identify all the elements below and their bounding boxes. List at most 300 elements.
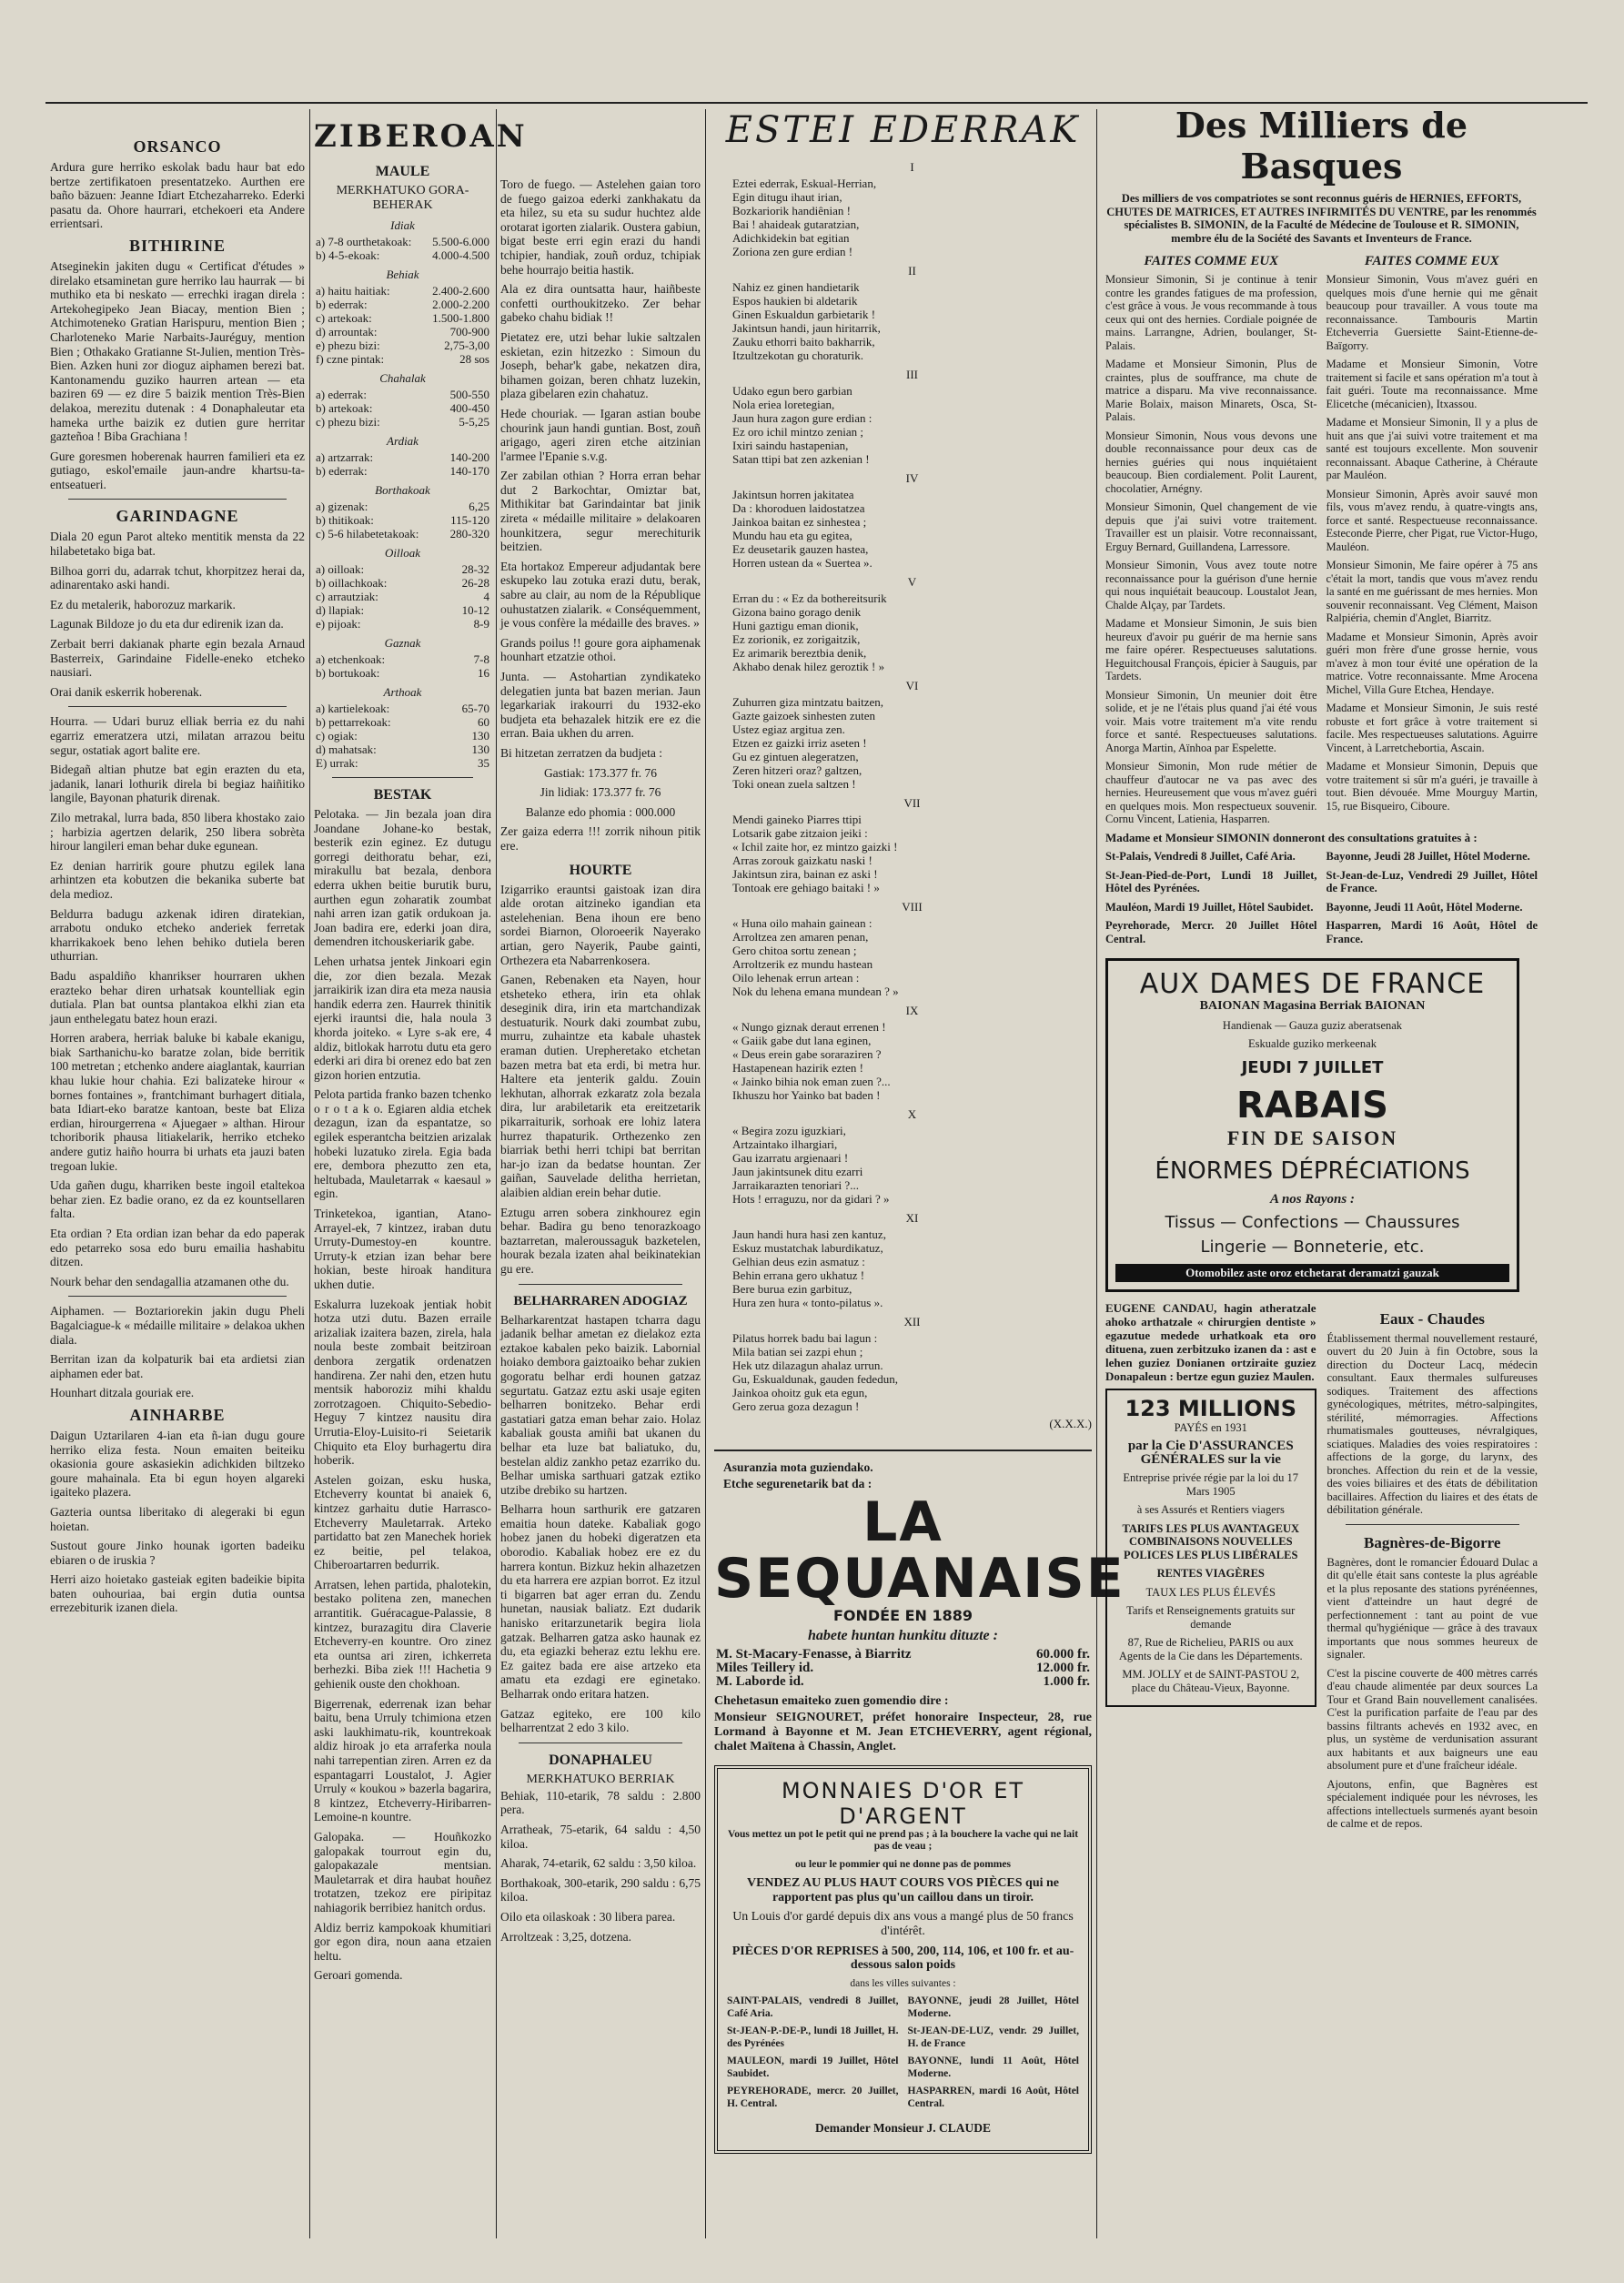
- poem-line: Gelhian deus ezin asmatuz :: [732, 1255, 865, 1268]
- category-label: Behiak: [386, 268, 419, 281]
- stanza: [732, 1124, 1092, 1206]
- poem-line: Jaun hura zagon gure erdian :: [732, 411, 873, 425]
- stanza: [732, 488, 1092, 570]
- price-value: 60: [478, 715, 489, 729]
- ad-line: BAIONAN Magasina Berriak BAIONAN: [1199, 999, 1426, 1013]
- section-title: ORSANCO: [133, 137, 222, 156]
- ad-line: Tissus — Confections — Chaussures: [1165, 1212, 1460, 1232]
- testimonials-right: [1326, 250, 1538, 832]
- article-text: Gazteria ountsa liberitako di alegeraki bi egun hoietan.: [50, 1504, 305, 1533]
- price-table: [314, 450, 491, 478]
- ad-line: Demander Monsieur J. CLAUDE: [814, 2121, 991, 2136]
- price-value: 35: [478, 756, 489, 770]
- poem-line: Mendi gaineko Piarres ttipi: [732, 813, 862, 826]
- article-text: Berritan izan da kolpaturik bai eta ardietsi zian aiphamen eder bat.: [50, 1352, 305, 1380]
- column-rule: [705, 109, 706, 2238]
- category-label: Borthakoak: [375, 483, 430, 497]
- poem-line: Da : khoroduen laidostatzea: [732, 501, 865, 515]
- list-item: Monsieur Simonin, Si je continue à tenir contre les grandes fatigues de ma profession, c'est grâce à vous. Je vous recommande à tous ceux qui ont des hernies. Cordiale poignée de mains. Larrangne, Adrien, boulanger, St-Palais.: [1105, 273, 1317, 352]
- price-row: [314, 401, 491, 415]
- price-table: [314, 702, 491, 770]
- article-text: Belharkarentzat hastapen tcharra dagu jadanik belhar ametan ez dielakoz ezta eztakoe kabalen peko baizik. Labornial hoiako dembora gaiztoaiko behar zukien gogoratu belhar erdi hounen gatzaz segurtatu. Gatzaz eztu aski usaje egiten belharren bonitzeko. Behar erdi gastatiari gatza eman behar zaio. Holaz kabaliak gousta amiñi bat ukanen du belhar eta luze bat baliatuko, du, bestelan aldiz zankho petaz ezarriko du. Belhar umiska sarthuari gatzak eztiko utzibe drebiko su hartzen.: [500, 1312, 701, 1497]
- article-text: Eta ordian ? Eta ordian izan behar da edo paperak edo petarreko sosa edo buru emailia hashabitu ditzen.: [50, 1227, 305, 1269]
- poem-line: Erran du : « Ez da bothereitsurik: [732, 591, 887, 605]
- price-value: 10-12: [461, 603, 489, 617]
- price-value: 4.000-4.500: [432, 248, 489, 262]
- stanza: [732, 813, 1092, 894]
- column-1: [50, 132, 305, 1621]
- article-text: Ardura gure herriko eskolak badu haur bat edo bertze zertifikatoen presentatzeko. Aurthen ere baño bäzuen: Jeanne Idiart Etchezaharreko. Ederki pasatu da. Ohore haurrari, etchekoeri eta Andere errientsari.: [50, 160, 305, 231]
- article-text: Hounhart ditzala gouriak ere.: [50, 1386, 195, 1400]
- price-row: [314, 617, 491, 631]
- poem-line: Arroltzea zen amaren penan,: [732, 930, 869, 944]
- monnaies-ad: [714, 1765, 1092, 2154]
- price-value: 140-170: [449, 464, 489, 478]
- price-label: a) haitu haitiak:: [316, 284, 390, 298]
- price-label: b) bortukoak:: [316, 666, 380, 680]
- poem-line: Huni gaztigu eman dionik,: [732, 619, 859, 632]
- article-text: Bidegañ altian phutze bat egin erazten du eta, jadanik, lanari lothurik direla bi begiaz haiñitiko langile, Bayonan phaturik direnak.: [50, 763, 305, 805]
- ad-line: Lingerie — Bonneterie, etc.: [1200, 1237, 1425, 1257]
- article-text: Sustout goure Jinko hounak igorten badeiku ebiaren o de iruskia ?: [50, 1539, 305, 1567]
- article-text: Diala 20 egun Parot alteko mentitik mensta da 22 hilabetetako biga bat.: [50, 530, 305, 559]
- poem-line: Gazte gaizoek sinhesten zuten: [732, 709, 876, 722]
- ad-line: Etche segurenetarik bat da :: [723, 1476, 873, 1490]
- column-2: [314, 118, 528, 1988]
- price-value: 700-900: [449, 325, 489, 338]
- poem-line: Lotsarik gabe zitzaion jeiki :: [732, 826, 868, 840]
- budget-line: Gastiak: 173.377 fr. 76: [543, 765, 658, 780]
- article-text: Hourra. — Udari buruz elliak berria ez du nahi egarriz emeratzera utzi, milatan arrazou beitu segur, ostatiak agort balite ere.: [50, 714, 305, 757]
- poem-line: Ez arimarik bereztbia denik,: [732, 646, 867, 660]
- list-item: St-Jean-de-Luz, Vendredi 29 Juillet, Hôtel de France.: [1326, 868, 1538, 894]
- price-row: [314, 576, 491, 590]
- ad-line: TARIFS LES PLUS AVANTAGEUX COMBINAISONS NOUVELLES POLICES LES PLUS LIBÉRALES: [1122, 1521, 1300, 1561]
- article-text: Bagnères, dont le romancier Édouard Dulac a dit qu'elle était sans conteste la plus agréable et la plus reposante des stations pyrénéennes, vient d'atteindre un haut degré de perfectionnement : tant au point de vue thermal qu'hygiénique — grâce à des travaux importants que nous sommes heureux de signaler.: [1326, 1555, 1538, 1661]
- poem-line: « Gaiik gabe dut lana eginen,: [732, 1034, 872, 1047]
- column-5: [1105, 105, 1538, 1836]
- article-text: Lagunak Bildoze jo du eta dur edirenik izan da.: [50, 617, 284, 631]
- price-value: 2,75-3,00: [444, 338, 489, 352]
- cities-left: [727, 1995, 899, 2116]
- dames-de-france-ad: [1105, 958, 1519, 1292]
- consult-right: [1326, 850, 1538, 951]
- article-text: Zilo metrakal, lurra bada, 850 libera khostako zaio ; harbizia agertzen delarik, 250 libera sobrèta hirour langileri eman behar duke egunean.: [50, 810, 305, 854]
- price-row: [314, 756, 491, 770]
- price-value: 2.400-2.600: [432, 284, 489, 298]
- poem-line: Gero chitoa sortu zenean ;: [732, 944, 857, 957]
- column-rule: [309, 109, 310, 2238]
- list-item: HASPARREN, mardi 16 Août, Hôtel Central.: [907, 2086, 1079, 2109]
- bottom-ads: [1105, 1301, 1538, 1836]
- price-label: b) artekoak:: [316, 401, 373, 415]
- article-text: Zer gaiza ederra !!! zorrik nihoun pitik ere.: [500, 824, 701, 853]
- list-item: Peyrehorade, Mercr. 20 Juillet Hôtel Central.: [1105, 919, 1317, 945]
- consult-title: Madame et Monsieur SIMONIN donneront des consultations gratuites à :: [1105, 830, 1478, 844]
- article-text: Borthakoak, 300-etarik, 290 saldu : 6,75 kiloa.: [500, 1875, 701, 1904]
- price-label: a) oilloak:: [316, 562, 365, 576]
- top-rule: [45, 102, 1588, 104]
- stanza-number: X: [907, 1107, 917, 1121]
- poem-line: Jaun jakintsunek ditu ezarri: [732, 1165, 863, 1178]
- list-item: BAYONNE, jeudi 28 Juillet, Hôtel Moderne.: [907, 1995, 1079, 2019]
- price-row: [314, 500, 491, 513]
- poem-line: Ez oro ichil mintzo zenian ;: [732, 425, 864, 439]
- price-label: c) artekoak:: [316, 311, 372, 325]
- list-item: Monsieur Simonin, Me faire opérer à 75 ans c'était la mort, tandis que vous m'avez rendu la santé en me guérissant de mes hernies. Mon souvenir reconnaissant. Veg Clément, Maison Ralpiéria, chemin d'Anglet, Biarritz.: [1326, 559, 1538, 624]
- price-table: [314, 284, 491, 366]
- poem-line: Udako egun bero garbian: [732, 384, 852, 398]
- price-row: [314, 352, 491, 366]
- price-row: [314, 603, 491, 617]
- article-text: Zerbait berri dakianak pharte egin bezala Arnaud Basterreix, Garindaine Fidelle-eneko etcheko nausiari.: [50, 637, 305, 680]
- section-title: Eaux - Chaudes: [1379, 1309, 1485, 1328]
- article-text: Ala ez dira ountsatta haur, haiñbeste confetti ourthoukitzeko. Zer behar gabeko chahu bidiak !!: [500, 282, 701, 325]
- price-value: 12.000 fr.: [1035, 1661, 1090, 1676]
- price-value: 140-200: [449, 450, 489, 464]
- poem-line: Jarraikarazten tenoriari ?...: [732, 1178, 859, 1192]
- poem-line: Artzaintako ilhargiari,: [732, 1137, 838, 1151]
- list-item: SAINT-PALAIS, vendredi 8 Juillet, Café Aria.: [727, 1995, 899, 2019]
- price-value: 280-320: [449, 527, 489, 540]
- list-item: Madame et Monsieur Simonin, Je suis resté robuste et fort grâce à votre traitement si facile. Mes respectueuses salutations. Aguirre Vincent, à Larretchebortia, Ascain.: [1326, 702, 1538, 754]
- price-row: [314, 652, 491, 666]
- section-header: Des Milliers de Basques: [1175, 105, 1468, 187]
- article-text: Izigarriko erauntsi gaistoak izan dira alde orotan aitzineko igandian eta astelehenian. Bena ihoun ere beno sordei Biarnon, Oloroeerik Nayerako artian, gero Nayerik, Paube gainti, Orthezera eta Nabarrenkosera.: [500, 882, 701, 967]
- stanza: [732, 695, 1092, 791]
- ad-line: VENDEZ AU PLUS HAUT COURS VOS PIÈCES qui ne rapportent pas plus qu'un caillou dans un tiroir.: [746, 1876, 1060, 1904]
- bottom-left: [1105, 1301, 1316, 1836]
- poem-line: Hastapenean hazirik ezten !: [732, 1061, 864, 1075]
- poem-line: Adichkidekin bat egitian: [732, 231, 850, 245]
- price-label: a) artzarrak:: [316, 450, 374, 464]
- article-text: Belharra houn sarthurik ere gatzaren emaitia houn dateke. Kabaliak gogo hobez janen du hobeki digeratzen eta oborodio. Kabaliak hobez ere ez du harrera kontun. Bizkuz hekin alhazetzen du eta harrera ere azpian borrot. Ez itzul ti bigarren bat ager erran du. Zendu hunetan, nausiak baliatz. Ezt dudarik hanisko eritarzunetarik begira liola gatzak. Belharren gatza asko haunak ez du, eta egiazki beheraz eztu lekhu ere. Ez gaitez bada ere aise artzeko eta amatu eta ezdagi ere eginetako. Belharrak ondo eritara hatzen.: [500, 1502, 701, 1701]
- poem-line: Zeren hitzeri oraz? galtzen,: [732, 763, 862, 777]
- list-item: St-Palais, Vendredi 8 Juillet, Café Aria.: [1105, 850, 1296, 863]
- article-text: Arratheak, 75-etarik, 64 saldu : 4,50 kiloa.: [500, 1822, 701, 1851]
- column-4: [714, 109, 1125, 2154]
- price-label: b) oillachkoak:: [316, 576, 388, 590]
- price-value: 26-28: [461, 576, 489, 590]
- price-label: a) kartielekoak:: [316, 702, 390, 715]
- poem-line: « Nungo giznak deraut errenen !: [732, 1020, 886, 1034]
- stanza-number: III: [906, 368, 918, 381]
- list-item: Hasparren, Mardi 16 Août, Hôtel de France.: [1326, 919, 1538, 945]
- price-value: 130: [471, 742, 489, 756]
- list-item: Madame et Monsieur Simonin, Depuis que votre traitement si sûr m'a guéri, je travaille à tout. Bien dévouée. Mme Mourguy Martin, 15, rue Bisqueiro, Ciboure.: [1326, 760, 1538, 813]
- poem-line: Ez zorionik, ez zorigaitzik,: [732, 632, 861, 646]
- article-text: Aharak, 74-etarik, 62 saldu : 3,50 kiloa.: [500, 1856, 697, 1871]
- column-rule: [496, 109, 497, 2238]
- stanza-number: XII: [903, 1315, 921, 1328]
- article-text: Pelotaka. — Jin bezala joan dira Joandane Johane-ko bestak, besterik ezin eginez. Ez dutugu gorregi deithoratu behar, ezi, mirakullu bat bezala, denbora ederra ukhen beitie burutik buru, aurthen egun zoharatik zoumbat nahi arren izan gatik ordukoan ja. Joan badira ere, ederki joan dira, demendren itchouskeriarik gabe.: [314, 807, 491, 949]
- section-title: BELHARRAREN ADOGIAZ: [513, 1293, 688, 1308]
- stanza-number: IX: [905, 1004, 919, 1017]
- article-text: Établissement thermal nouvellement restauré, ouvert du 20 Juin à fin Octobre, sous la direction du Docteur Lacq, médecin consultant. Eaux thermales sulfureuses sodiques. Traitement des affections gynécologiques, métrites, métro-salpingites, stérilité, mémorragies. Affections rhumatismales goutteuses, névralgiques, sciatiques. Maladies des voies respiratoires : affections de la gorge, du larynx, des bronches. Affection du rein et de la vessie, des voies biliaires et des états de débilitation bacillaires. Affection du liaires et des états de débilitation générale.: [1326, 1331, 1538, 1516]
- ad-line: à ses Assurés et Rentiers viagers: [1136, 1503, 1285, 1516]
- price-row: [314, 715, 491, 729]
- ad-line: Un Louis d'or gardé depuis dix ans vous a mangé plus de 50 francs d'intérêt.: [732, 1910, 1074, 1939]
- poem-line: Nahiz ez ginen handietarik: [732, 280, 860, 294]
- list-item: Bayonne, Jeudi 11 Août, Hôtel Moderne.: [1326, 900, 1523, 914]
- poem-signature: (X.X.X.): [1049, 1417, 1092, 1430]
- price-label: M. St-Macary-Fenasse, à Biarritz: [716, 1647, 912, 1662]
- list-item: Monsieur Simonin, Mon rude métier de chauffeur d'autocar ne va pas avec des hernies. Heureusement que vous m'avez guéri en quelques mois. Mon respectueux souvenir. Cornu Vincent, Latienia, Hasparren.: [1105, 760, 1317, 825]
- article-text: Uda gañen dugu, kharriken beste ingoil etaltekoa behar zien. Ez badie orano, ez da ez kountsellaren falta.: [50, 1178, 305, 1221]
- category-label: Idiak: [390, 218, 415, 232]
- price-label: d) arrountak:: [316, 325, 378, 338]
- poem-line: Jainkoa baitan ez sinhestea ;: [732, 515, 867, 529]
- poem-line: Zoriona zen gure erdian !: [732, 245, 853, 258]
- price-row: [314, 666, 491, 680]
- price-value: 60.000 fr.: [1035, 1647, 1090, 1662]
- section-title: HOURTE: [569, 862, 632, 878]
- ad-line: JEUDI 7 JUILLET: [1241, 1057, 1384, 1077]
- price-row: [314, 388, 491, 401]
- category-label: Chahalak: [379, 371, 426, 385]
- list-item: BAYONNE, lundi 11 Août, Hôtel Moderne.: [907, 2056, 1079, 2079]
- article-text: Herri aizo hoietako gasteiak egiten badeikie bipita baten ouhouriaa, bai ergin dutia ountsa errezebiturik izanen diela.: [50, 1572, 305, 1615]
- article-text: Geroari gomenda.: [314, 1968, 403, 1983]
- list-item: St-Jean-Pied-de-Port, Lundi 18 Juillet, Hôtel des Pyrénées.: [1105, 868, 1317, 894]
- poem-line: Arras zorouk gaizkatu naski !: [732, 854, 873, 867]
- article-text: Toro de fuego. — Astelehen gaian toro de fuego gaizoa ederki zankhakatu da eta hilez, su eta su sudur huchtez alde orotarat igorten zialarik. Oustera gabiun, bigat beste erri egin erazi du handi tchipier, handiak, zouñ orduz, tchipiak behe hourrajo beitia hastik.: [500, 177, 701, 277]
- price-value: 5.500-6.000: [432, 235, 489, 248]
- stanza: [732, 1227, 1092, 1309]
- article-text: Zer zabilan othian ? Horra erran behar dut 2 Barkochtar, Omiztar bat, Mithikitar bat Garindaintar bat jinik zireta « médaille militaire » delakoaren hounkitzera, segur merechiturik beitzien.: [500, 469, 701, 554]
- price-row: [314, 729, 491, 742]
- article-text: Trinketekoa, igantian, Atano-Arrayel-ek, 7 kintzez, iraban dutu Urruty-Dumestoy-en kountre. Urruty-k etzian izan behar bere hokian, beste hiroak handitura ukhen dutie.: [314, 1207, 491, 1291]
- article-text: Hede chouriak. — Igaran astian boube chourink jaun handi guntian. Bost, zouñ arigago, ageri ziren etche aitzinian l'armee l'Epanie s.v.g.: [500, 406, 701, 463]
- stanza: [732, 1331, 1092, 1413]
- price-row: [314, 415, 491, 429]
- price-label: a) gizenak:: [316, 500, 368, 513]
- divider: [332, 777, 473, 778]
- category-label: Gaznak: [384, 636, 421, 650]
- poem-line: Zuhurren giza mintzatu baitzen,: [732, 695, 884, 709]
- stanza: [732, 591, 1092, 673]
- poem-line: Jakintsun horren jakitatea: [732, 488, 854, 501]
- price-label: Miles Teillery id.: [716, 1661, 814, 1676]
- poem-line: Egin ditugu ihaut irian,: [732, 190, 842, 204]
- article-text: Bilhoa gorri du, adarrak tchut, khorpitzez herai da, adinarentako aski handi.: [50, 563, 305, 592]
- consult-left: [1105, 850, 1317, 951]
- article-text: Beldurra badugu azkenak idiren diratekian, arrabotu onduko etcheko anderiek ferretak kharrikakoek beno lehen behiko dutiela beren uthurrian.: [50, 906, 305, 964]
- poem-line: Horren ustean da « Suertea ».: [732, 556, 873, 570]
- stanza-number: I: [910, 160, 914, 174]
- article-text: Ajoutons, enfin, que Bagnères est spécialement indiquée pour les névroses, les affections intellectuels surmenés ayant besoin de calme et de repos.: [1326, 1777, 1538, 1830]
- poem-line: Oilo lehenak errun artean :: [732, 971, 860, 985]
- stanza-number: II: [908, 264, 916, 278]
- section-title: Bagnères-de-Bigorre: [1364, 1533, 1501, 1551]
- price-label: c) 5-6 hilabetetakoak:: [316, 527, 419, 540]
- stanza-number: VIII: [902, 900, 923, 914]
- section-subtitle: MERKHATUKO GORA-BEHERAK: [336, 184, 469, 212]
- article-text: Behiak, 110-etarik, 78 saldu : 2.800 pera.: [500, 1788, 701, 1817]
- price-label: b) pettarrekoak:: [316, 715, 391, 729]
- list-item: PEYREHORADE, mercr. 20 Juillet, H. Central.: [727, 2086, 899, 2109]
- poem-line: Ikhuszu hor Yainko bat baden !: [732, 1088, 881, 1102]
- article-text: Eta hortakoz Empereur adjudantak bere eskupeko lau zotuka erazi dutu, berak, sabre au clair, au nom de la République ouhustatzen zialarik. « Conséquemment, je vous confère la médaille des braves. »: [500, 559, 701, 631]
- poem: [714, 160, 1092, 1413]
- article-text: Nourk behar den sendagallia atzamanen othe du.: [50, 1274, 289, 1288]
- article-text: Aiphamen. — Boztariorekin jakin dugu Pheli Bagalciague-k « médaille militaire » delakoa ukhen diala.: [50, 1304, 305, 1347]
- section-title: DONAPHALEU: [549, 1752, 652, 1768]
- stanza: [732, 177, 1092, 258]
- price-value: 65-70: [461, 702, 489, 715]
- ad-line: Entreprise privée régie par la loi du 17 Mars 1905: [1123, 1471, 1299, 1498]
- poem-line: Tontoak ere gehiago baitaki ! »: [732, 881, 880, 894]
- article-text: Junta. — Astohartian zyndikateko delegatien junta bat bazen merian. Jaun legarkariak irakourri du 1932-eko budjeta eta behazalek hitzik ere ez die erran. Baia ukhen du arren.: [500, 670, 701, 741]
- price-value: 500-550: [449, 388, 489, 401]
- price-table: [314, 652, 491, 680]
- column-3: [500, 177, 701, 1949]
- ad-line: ÉNORMES DÉPRÉCIATIONS: [1155, 1157, 1470, 1185]
- testi-title: FAITES COMME EUX: [1144, 254, 1279, 268]
- section-title: GARINDAGNE: [116, 507, 239, 526]
- ad-line: PIÈCES D'OR REPRISES à 500, 200, 114, 106, et 100 fr. et au-dessous salon poids: [731, 1944, 1074, 1973]
- divider: [519, 1284, 682, 1285]
- poem-line: Gizona baino gorago denik: [732, 605, 862, 619]
- article-text: Daigun Uztarilaren 4-ian eta ñ-ian dugu goure herriko eliza festa. Noun emaiten beiteiku okasionia goure askasiekin adichkiden biltzeko goure mahainala. Eta bi egun hoyen algareki igaiteko plazera.: [50, 1428, 305, 1500]
- poem-line: Toki onean zuela saltzen !: [732, 777, 856, 791]
- poem-line: Nok du lehena emana mundean ? »: [732, 985, 899, 998]
- stanza-number: VI: [905, 679, 919, 692]
- article-text: Arroltzeak : 3,25, dotzena.: [500, 1929, 631, 1944]
- article-text: Atseginekin jakiten dugu « Certificat d'études » direlako etsaminetan gure herriko lau haurrak — bi muthiko eta bi neskato — errechki iragan direla : Artekohegipeko Jean Biacay, mention Bien ; Atchimoteneko Gratian Harispuru, mention Bien ; Charloteneko Marie Narbaits-Jauréguy, mention Bien ; Othakako Gratianne St-Julien, mention Très-Bien. Azken huni zor dioguz aiphamen berezi bat. Kantonamendu guziko haurren artean — eta baziren 69 — ez dire 5 baizik mention Très-Bien delakoa, merezitu dutenak : 4 Donaphaleutar eta hameka urthe baizik ez dutien gure herritar gazteñoa ! Biba Grachiana !: [50, 258, 305, 444]
- price-value: 6,25: [469, 500, 489, 513]
- divider: [68, 499, 287, 500]
- poem-line: « Huna oilo mahain gainean :: [732, 916, 873, 930]
- price-label: d) mahatsak:: [316, 742, 377, 756]
- poem-line: « Ichil zaite hor, ez mintzo gaizki !: [732, 840, 898, 854]
- article-text: Pelota partida franko bazen tchenko o r o t a k o. Egiaren aldia etchek dezagun, izan da espantatze, so egilek esperantcha beitzien arizalak hobeki luzatuko zirela. Egia bada ere, dembora phezutto zen eta, heltubada, Mauletarrak « kaesaul » egin.: [314, 1087, 491, 1201]
- poem-line: Eskuz mustatchak laburdikatuz,: [732, 1241, 883, 1255]
- price-table: [314, 388, 491, 429]
- poem-line: Hura zen hura « tonto-pilatus ».: [732, 1296, 883, 1309]
- section-title: BESTAK: [373, 787, 432, 803]
- price-row: [314, 325, 491, 338]
- price-value: 2.000-2.200: [432, 298, 489, 311]
- ad-line: TAUX LES PLUS ÉLEVÉS: [1145, 1585, 1276, 1599]
- poem-title: ESTEI EDERRAK: [725, 109, 1081, 151]
- ad-line: RENTES VIAGÈRES: [1156, 1567, 1265, 1580]
- list-item: Monsieur Simonin, Après avoir sauvé mon fils, vous m'avez rendu, à quatre-vingts ans, force et santé. Respectueuse reconnaissance. Esteconde Pierre, cher Pigat, rue Victor-Hugo, Mauléon.: [1326, 487, 1538, 553]
- price-value: 5-5,25: [459, 415, 489, 429]
- ad-line: 123 MILLIONS: [1125, 1395, 1297, 1421]
- price-row: [314, 464, 491, 478]
- price-row: [314, 702, 491, 715]
- price-label: M. Laborde id.: [716, 1674, 804, 1690]
- ad-line: Vous mettez un pot le petit qui ne prend pas ; à la bouchere la vache qui ne lait pas de veau ;: [727, 1828, 1079, 1853]
- millions-ad: [1105, 1389, 1316, 1708]
- ad-line: par la Cie D'ASSURANCES GÉNÉRALES sur la vie: [1127, 1439, 1294, 1467]
- cities-right: [908, 1995, 1080, 2116]
- stanza-number: XI: [905, 1211, 919, 1225]
- list-item: Madame et Monsieur Simonin, Plus de craintes, plus de souffrance, ma chute de matrice a disparu. Ma vive reconnaissance. Marie Bolaix, maison Minarets, Osca, St-Palais.: [1105, 358, 1317, 423]
- section-header: ZIBEROAN: [314, 118, 528, 155]
- price-row: [714, 1648, 1092, 1662]
- testimonials-left: [1105, 250, 1317, 832]
- article-text: Grands poilus !! goure gora aiphamenak hounhart etzatzie othoi.: [500, 635, 701, 664]
- price-label: b) thitikoak:: [316, 513, 374, 527]
- price-row: [314, 248, 491, 262]
- divider: [68, 1296, 287, 1297]
- price-value: 400-450: [449, 401, 489, 415]
- poem-line: Eztei ederrak, Eskual-Herrian,: [732, 177, 877, 190]
- stanza: [732, 1020, 1092, 1102]
- poem-line: Mila batian sei zazpi ehun ;: [732, 1345, 863, 1359]
- divider: [1346, 1524, 1520, 1525]
- poem-line: « Begira zozu iguzkiari,: [732, 1124, 846, 1137]
- section-subtitle: MERKHATUKO BERRIAK: [526, 1772, 675, 1786]
- stanza-number: V: [907, 575, 917, 589]
- price-value: 4: [483, 590, 489, 603]
- list-item: Monsieur Simonin, Un meunier doit être solide, et je ne l'étais plus quand j'ai été vous voir. Mais votre traitement m'a vite rendu force et santé. Respectueuses salutations. Anorga Martin, Aïnhoa par Espelette.: [1105, 688, 1317, 754]
- poem-line: Arroltzerik ez mundu hastean: [732, 957, 873, 971]
- article-text: Ez denian harririk goure phutzu egilek lana arhintzen eta kobutzen die bekanika suberte bat dela medioz.: [50, 858, 305, 901]
- winners-table: [714, 1648, 1092, 1689]
- price-value: 1.500-1.800: [432, 311, 489, 325]
- ad-line: FONDÉE EN 1889: [832, 1607, 973, 1625]
- poem-line: Espos haukien bi aldetarik: [732, 294, 858, 308]
- price-label: e) phezu bizi:: [316, 338, 380, 352]
- price-label: E) urrak:: [316, 756, 358, 770]
- ad-line: A nos Rayons :: [1270, 1191, 1355, 1207]
- poem-line: Gau izarratu argienaari !: [732, 1151, 849, 1165]
- price-row: [314, 590, 491, 603]
- article-text: Bigerrenak, ederrenak izan behar baitu, bena Urruly tchimiona etzen aski laukhimatu-rik, kountrekoak aldiz hiroak jo eta arraferka noula nahi tarrepentian ziren. Arren ez da espantagarri Loustalot, J. Agier Urruly « koukou » bazerla bagarira, 8 kintzez, Etcheverry-Hiribarren-Lemoine-n kountre.: [314, 1696, 491, 1824]
- poem-line: Gero zerua goza dezagun !: [732, 1399, 860, 1413]
- article-text: Badu aspaldiño khanrikser hourraren ukhen erazteko behar diren urhatsak kountelliak egin dutiala. Plan bat ountsa plantakoa elkhi zian eta jaun enthelegatu batez houn erazi.: [50, 968, 305, 1025]
- candau-ad: EUGENE CANDAU, hagin atheratzale ahoko arthatzale « chirurgien dentiste » egazutue medede urhatkoak eta oro dituena, zuen zerbitzuko izanen da : ast e lehen guziez Donianen ortziraite guziez Donapaleun : bertze egun guziez Maulen.: [1105, 1300, 1316, 1383]
- sequanaise-logo: LA SEQUANAISE: [714, 1490, 1125, 1611]
- price-label: c) ogiak:: [316, 729, 358, 742]
- testi-title: FAITES COMME EUX: [1364, 254, 1499, 268]
- ad-line: RABAIS: [1236, 1084, 1388, 1126]
- ad-line: Eskualde guziko merkeenak: [1248, 1037, 1377, 1050]
- poem-line: Zauku ethorri baito bakharrik,: [732, 335, 875, 349]
- list-item: Monsieur Simonin, Vous avez toute notre reconnaissance pour la guérison d'une hernie qui nous inquiétait beaucoup. Loustalot Jean, Chalde Alçay, par Tardets.: [1105, 559, 1317, 611]
- ad-line: ou leur le pommier qui ne donne pas de pommes: [795, 1858, 1011, 1870]
- article-text: Ez du metalerik, haborozuz markarik.: [50, 597, 236, 611]
- article-text: Bi hitzetan zerratzen da budjeta :: [500, 745, 663, 760]
- ad-line: dans les villes suivantes :: [850, 1977, 956, 1989]
- price-row: [314, 284, 491, 298]
- price-label: e) pijoak:: [316, 617, 361, 631]
- ad-line: Handienak — Gauza guziz aberatsenak: [1222, 1018, 1403, 1032]
- poem-line: « Deus erein gabe soraraziren ?: [732, 1047, 882, 1061]
- testimonial-list: [1105, 273, 1317, 826]
- article-text: Ganen, Rebenaken eta Nayen, hour etsheteko ethera, irin eta ohlak deseginik dira, irin eta martchandizak destuaturik. Nourk daki zoumbat zubu, murru, zuhaintze eta kabale uhastek eraman dutien. Urepheretako etchetan bazen metra bat eta erdi, bi metra hur. Haltere eta jenterik galdu. Zouin lekhutan, alhorrak ezkaratz zola bezala dira, lur arabiletarik eta ereitzetarik pikarraiturik, sorhoak ere lohiz latera hurrez thapaturik. Orthezenko zen biarriak bethi herri tchipi bat berritan har-jo izan da bedatse hountan. Zer gaiñan, Sauvelade delitha herrietan, alaibien aldian erein behar dutie.: [500, 973, 701, 1199]
- poem-line: Bozkariorik handiênian !: [732, 204, 851, 217]
- testimonial-list: [1326, 273, 1538, 813]
- price-value: 28-32: [461, 562, 489, 576]
- poem-line: Jakintsun handi, jaun hiritarrik,: [732, 321, 881, 335]
- column-rule: [1096, 109, 1097, 2238]
- stanza: [732, 916, 1092, 998]
- testimonials: [1105, 250, 1538, 832]
- article-text: Orai danik eskerrik hoberenak.: [50, 684, 203, 699]
- price-table: [314, 562, 491, 631]
- ad-cities: [727, 1995, 1079, 2116]
- price-label: c) phezu bizi:: [316, 415, 380, 429]
- poem-line: Pilatus horrek badu bai lagun :: [732, 1331, 878, 1345]
- price-row: [314, 338, 491, 352]
- poem-line: Ixiri saindu hastapenian,: [732, 439, 849, 452]
- poem-line: Itzultzekotan gu choraturik.: [732, 349, 864, 362]
- list-item: St-JEAN-DE-LUZ, vendr. 29 Juillet, H. de France: [907, 2025, 1079, 2049]
